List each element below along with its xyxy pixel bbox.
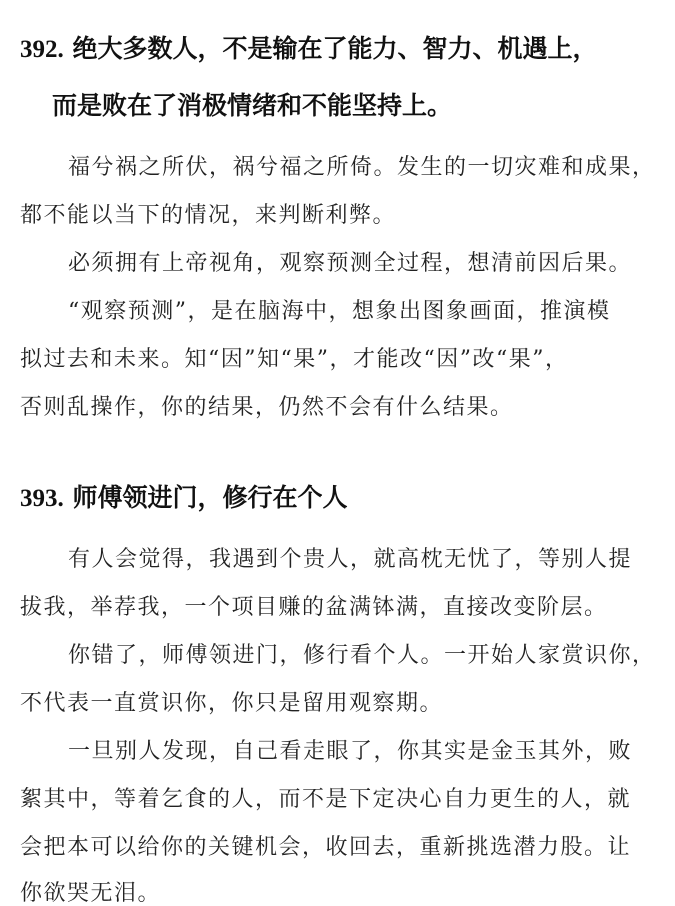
section-392-title-line1: 绝大多数人，不是输在了能力、智力、机遇上， <box>72 34 598 63</box>
section-392-p3-line3: 否则乱操作，你的结果，仍然不会有什么结果。 <box>20 395 514 420</box>
section-393-heading <box>20 485 347 511</box>
section-393-p3-line3: 会把本可以给你的关键机会，收回去，重新挑选潜力股。让 <box>20 835 632 860</box>
section-393-p3-line2: 絮其中，等着乞食的人，而不是下定决心自力更生的人，就 <box>20 787 632 812</box>
section-392-heading <box>20 36 597 62</box>
section-393-title: 师傅领进门，修行在个人 <box>72 483 348 512</box>
section-393-p1-line2: 拔我，举荐我，一个项目赚的盆满钵满，直接改变阶层。 <box>20 595 608 620</box>
section-392-p2-line1: 必须拥有上帝视角，观察预测全过程，想清前因后果。 <box>68 251 633 276</box>
section-392-number: 392. <box>20 36 64 63</box>
section-393-p3-line4: 你欲哭无泪。 <box>20 881 162 906</box>
section-392-p3-line2: 拟过去和未来。知“因”知“果”，才能改“因”改“果”， <box>20 347 569 372</box>
section-392-p1-line1: 福兮祸之所伏，祸兮福之所倚。发生的一切灾难和成果， <box>68 155 656 180</box>
section-393-p3-line1: 一旦别人发现，自己看走眼了，你其实是金玉其外，败 <box>68 739 633 764</box>
section-392-p1-line2: 都不能以当下的情况，来判断利弊。 <box>20 203 397 228</box>
section-392-title-line2: 而是败在了消极情绪和不能坚持上。 <box>52 91 453 120</box>
section-393-p2-line2: 不代表一直赏识你，你只是留用观察期。 <box>20 691 444 716</box>
section-393-p2-line1: 你错了，师傅领进门，修行看个人。一开始人家赏识你， <box>68 643 656 668</box>
section-393-p1-line1: 有人会觉得，我遇到个贵人，就高枕无忧了，等别人提 <box>68 547 633 572</box>
section-393-number: 393. <box>20 485 64 512</box>
section-392-p3-line1: “观察预测”，是在脑海中，想象出图象画面，推演模 <box>68 299 611 324</box>
